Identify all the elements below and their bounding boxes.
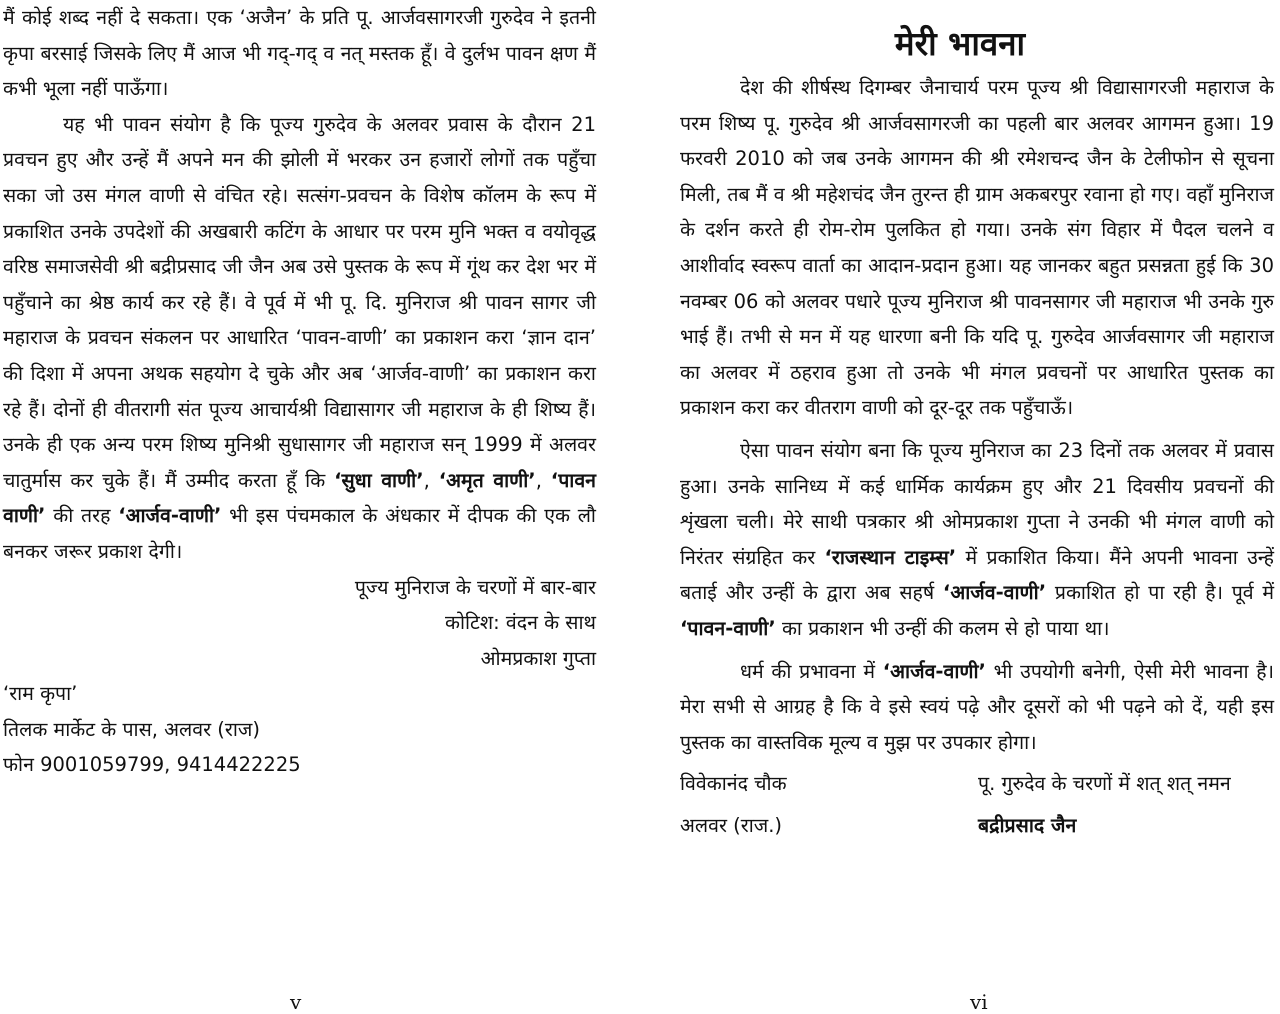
signature-name: ओमप्रकाश गुप्ता	[480, 646, 596, 670]
footer-author-name: बद्रीप्रसाद जैन	[978, 813, 1077, 837]
page-number: vi	[970, 990, 988, 1014]
address-block	[3, 676, 596, 783]
address-line: ‘राम कृपा’	[3, 682, 78, 706]
footer-city: अलवर (राज.)	[680, 813, 783, 837]
footer-salutation: पू. गुरुदेव के चरणों में शत् शत् नमन	[978, 772, 1231, 796]
page-number: v	[290, 990, 302, 1014]
left-page-text	[3, 0, 596, 783]
left-paragraph-2-text: यह भी पावन संयोग है कि पूज्य गुरुदेव के अलवर प्रवास के दौरान 21 प्रवचन हुए और उन्हें मैं अपने मन की झोली में भरकर उन हजारों लोगों तक पहुँचा सका जो उस मंगल वाणी से वंचित रहे। सत्संग-प्रवचन के विशेष कॉलम के रूप में प्रकाशित उनके उपदेशों की अखबारी कटिंग के आधार पर परम मुनि भक्त व वयोवृद्ध वरिष्ठ समाजसेवी श्री बद्रीप्रसाद जी जैन अब उसे पुस्तक के रूप में गूंथ कर देश भर में पहुँचाने का श्रेष्ठ कार्य कर रहे हैं। वे पूर्व में भी पू. दि. मुनिराज श्री पावन सागर जी महाराज के प्रवचन संकलन पर आधारित ‘पावन-वाणी’ का प्रकाशन करा ‘ज्ञान दान’ की दिशा में अपना अथक सहयोग दे चुके और अब ‘आर्जव-वाणी’ का प्रकाशन करा रहे हैं। दोनों ही वीतरागी संत पूज्य आचार्यश्री विद्यासागर जी महाराज के ही शिष्य हैं। उनके ही एक अन्य परम शिष्य मुनिश्री सुधासागर जी महाराज सन् 1999 में अलवर चातुर्मास कर चुके हैं। मैं उम्मीद करता हूँ कि	[3, 112, 596, 492]
right-paragraph-1	[680, 70, 1274, 426]
text-fragment: की तरह	[45, 504, 119, 528]
text-fragment: ,	[423, 468, 439, 492]
bold-title-pavan-vani: ‘पावन वाणी’	[3, 468, 596, 528]
text-fragment: प्रकाशित हो पा रही है। पूर्व में	[1046, 581, 1274, 605]
signature-line: पूज्य मुनिराज के चरणों में बार-बार	[354, 575, 596, 599]
right-paragraph-3	[680, 654, 1274, 761]
left-paragraph-2	[3, 107, 596, 570]
bold-title-aarjav-vani: ‘आर्जव-वाणी’	[882, 659, 986, 683]
text-fragment: में प्रकाशित किया। मैंने अपनी भावना उन्हें बताई और उन्हीं के द्वारा अब सहर्ष	[680, 545, 1274, 605]
right-paragraph-1-text: देश की शीर्षस्थ दिगम्बर जैनाचार्य परम पूज्य श्री विद्यासागरजी महाराज के परम शिष्य पू. गुरुदेव श्री आर्जवसागरजी का पहली बार अलवर आगमन हुआ। 19 फरवरी 2010 को जब उनके आगमन की श्री रमेशचन्द जैन के टेलीफोन से सूचना मिली, तब मैं व श्री महेशचंद जैन तुरन्त ही ग्राम अकबरपुर रवाना हो गए। वहाँ मुनिराज के दर्शन करते ही रोम-रोम पुलकित हो गया। उनके संग विहार में पैदल चलने व आशीर्वाद स्वरूप वार्ता का आदान-प्रदान हुआ। यह जानकर बहुत प्रसन्नता हुई कि 30 नवम्बर 06 को अलवर पधारे पूज्य मुनिराज श्री पावनसागर जी महाराज भी उनके गुरु भाई हैं। तभी से मन में यह धारणा बनी कि यदि पू. गुरुदेव आर्जवसागर जी महाराज का अलवर में ठहराव हुआ तो उनके भी मंगल प्रवचनों पर आधारित पुस्तक का प्रकाशन करा कर वीतराग वाणी को दूर-दूर तक पहुँचाऊँ।	[680, 76, 1275, 420]
text-fragment: भी इस पंचमकाल के अंधकार में दीपक की एक लौ बनकर जरूर प्रकाश देगी।	[3, 504, 596, 563]
left-signature-block	[3, 570, 596, 677]
signature-line: कोटिश: वंदन के साथ	[444, 611, 596, 635]
bold-title-aarjav-vani: ‘आर्जव-वाणी’	[942, 581, 1047, 605]
left-paragraph-1	[3, 0, 596, 107]
bold-title-rajasthan-times: ‘राजस्थान टाइम्स’	[824, 545, 957, 569]
footer-place: विवेकानंद चौक	[680, 772, 787, 796]
page-title: मेरी भावना	[894, 24, 1026, 63]
bold-title-aarjav-vani: ‘आर्जव-वाणी’	[118, 504, 222, 528]
right-paragraph-3-text: धर्म की प्रभावना में	[740, 659, 883, 683]
text-fragment: भी उपयोगी बनेगी, ऐसी मेरी भावना है। मेरा सभी से आग्रह है कि वे इसे स्वयं पढ़े और दूसरों को भी पढ़ने को दें, यही इस पुस्तक का वास्तविक मूल्य व मुझ पर उपकार होगा।	[680, 659, 1274, 754]
text-fragment: ,	[535, 468, 551, 492]
right-page-text	[680, 70, 1274, 843]
bold-title-pavan-vani: ‘पावन-वाणी’	[680, 616, 776, 640]
right-page	[640, 0, 1280, 1013]
address-line: तिलक मार्केट के पास, अलवर (राज)	[3, 717, 261, 741]
left-page	[0, 0, 640, 1013]
phone-line: फोन 9001059799, 9414422225	[3, 753, 301, 777]
footer-row-1	[680, 766, 1274, 802]
text-fragment: का प्रकाशन भी उन्हीं की कलम से हो पाया था।	[775, 616, 1110, 640]
left-paragraph-1-text: मैं कोई शब्द नहीं दे सकता। एक ‘अजैन’ के प्रति पू. आर्जवसागरजी गुरुदेव ने इतनी कृपा बरसाई जिसके लिए मैं आज भी गद्-गद् व नत् मस्तक हूँ। वे दुर्लभ पावन क्षण मैं कभी भूला नहीं पाऊँगा।	[3, 6, 596, 101]
right-paragraph-2	[680, 433, 1274, 647]
bold-title-amrit-vani: ‘अमृत वाणी’	[438, 468, 536, 492]
bold-title-sudha-vani: ‘सुधा वाणी’	[334, 468, 424, 492]
footer-row-2	[680, 808, 1274, 844]
right-paragraph-2-text: ऐसा पावन संयोग बना कि पूज्य मुनिराज का 23 दिनों तक अलवर में प्रवास हुआ। उनके सानिध्य में कई धार्मिक कार्यक्रम हुए और 21 दिवसीय प्रवचनों की शृंखला चली। मेरे साथी पत्रकार श्री ओमप्रकाश गुप्ता ने उनकी भी मंगल वाणी को निरंतर संग्रहित कर	[680, 438, 1274, 569]
